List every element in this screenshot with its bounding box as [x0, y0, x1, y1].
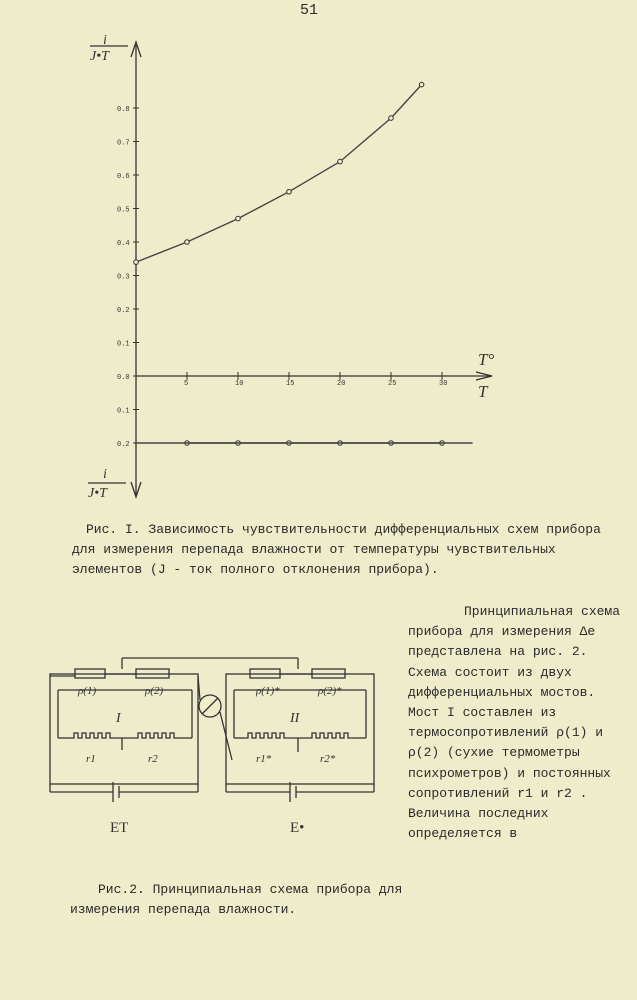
label-r2: r2	[148, 753, 158, 765]
label-r1-star: r1*	[256, 753, 272, 765]
x-tick-label: 15	[286, 380, 295, 388]
x-tick-label: 25	[388, 380, 397, 388]
y-tick-label: 0.8	[117, 106, 130, 114]
page-number: 51	[300, 2, 319, 19]
resistor-r1	[70, 733, 114, 738]
resistor-r2-star	[308, 733, 352, 738]
label-rho2: ρ(2)	[145, 685, 164, 697]
label-e2: E•	[290, 820, 305, 836]
x-label-bottom: T	[478, 382, 488, 401]
y-tick-label: 0.5	[117, 206, 130, 215]
label-bridge-1: I	[116, 711, 121, 726]
resistor-r1-star	[244, 733, 288, 738]
x-tick-label: 5	[184, 380, 189, 388]
x-tick-label: 20	[337, 380, 346, 388]
body-paragraph: Принципиальная схема прибора для измерения Δe представлена на рис. 2. Схема состоит из двух дифференциальных мостов. Мост I составлен из термосопротивлений ρ(1) и ρ(2) (сухие термометры психрометров) и постоянных сопротивлений r1 и r2 . Величина последних определяется в	[408, 604, 621, 842]
y-label-bottom-num: i	[103, 467, 107, 482]
label-r1: r1	[86, 753, 96, 765]
y-tick-label: 0.1	[117, 340, 130, 349]
label-rho1-star: ρ(1)*	[256, 685, 280, 697]
y-tick-label: 0.7	[117, 139, 130, 148]
x-tick-label: 10	[235, 380, 244, 388]
y-label-top-num: i	[103, 33, 107, 48]
y-tick-label: 0.3	[117, 273, 130, 282]
y-tick-label: 0.1	[117, 407, 130, 416]
label-e1: ET	[110, 820, 129, 836]
y-label-top-den: J•T	[90, 49, 109, 64]
figure-1-caption: Рис. I. Зависимость чувствительности дифференциальных схем прибора для измерения перепада влажности от температуры чувствительных элементов (J - ток полного отклонения прибора).	[72, 522, 601, 577]
label-rho2-star: ρ(2)*	[318, 685, 342, 697]
y-tick-label: 0.0	[117, 374, 130, 382]
x-tick-label: 30	[439, 380, 448, 388]
x-label-top: T°	[478, 350, 495, 369]
label-bridge-2: II	[290, 711, 300, 726]
y-tick-label: 0.6	[117, 173, 130, 181]
y-tick-label: 0.2	[117, 441, 130, 449]
label-r2-star: r2*	[320, 753, 336, 765]
resistor-r2	[134, 733, 178, 738]
label-rho1: ρ(1)	[78, 685, 97, 697]
y-tick-label: 0.2	[117, 307, 130, 315]
figure-2-caption: Рис.2. Принципиальная схема прибора для измерения перепада влажности.	[70, 882, 403, 917]
y-tick-label: 0.4	[117, 240, 130, 248]
y-label-bottom-den: J•T	[88, 486, 107, 501]
